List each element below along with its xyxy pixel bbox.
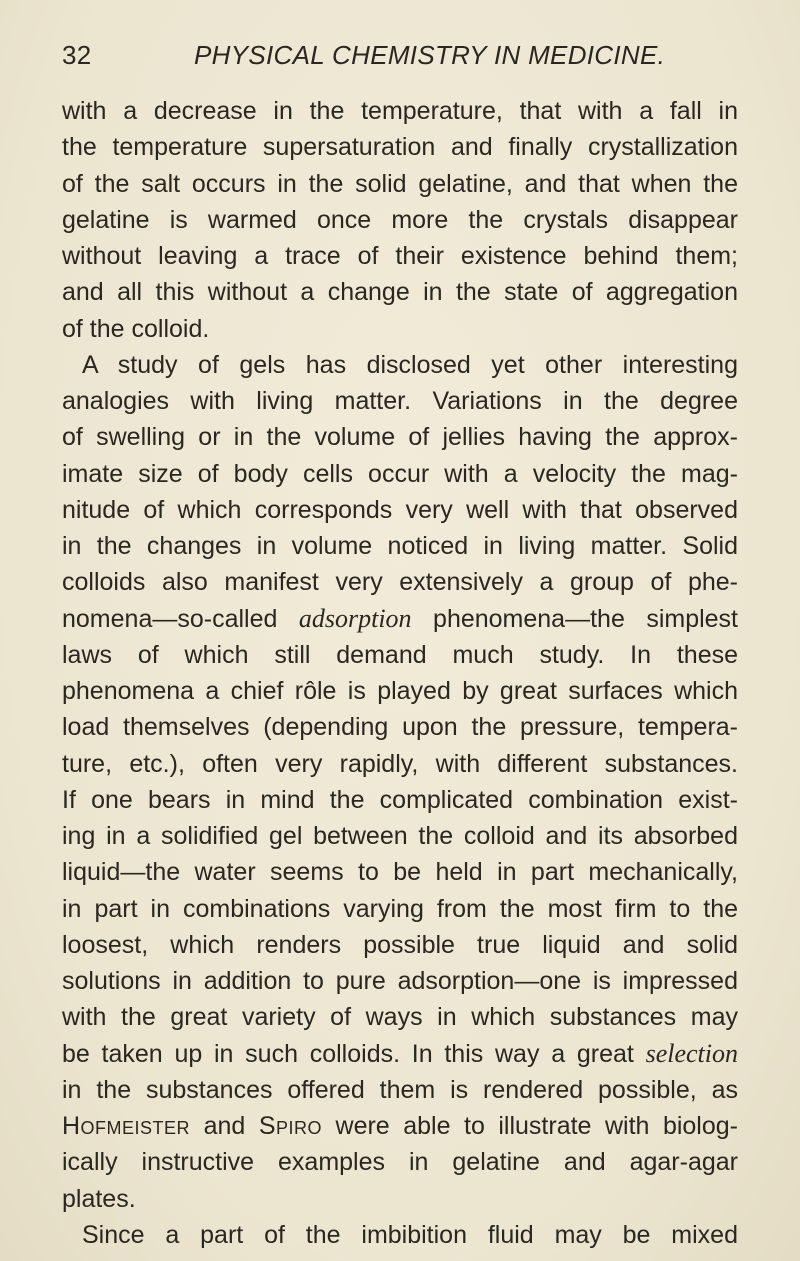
text-line: loosest, which renders possible true liquid and solid <box>62 930 738 959</box>
text-line: solutions in addition to pure adsorption—one is impressed <box>62 967 738 995</box>
text-line: with a decrease in the temperature, that with a fall in <box>62 97 738 125</box>
text-line: imate size of body cells occur with a velocity the mag- <box>62 459 738 488</box>
text-line: in the changes in volume noticed in living matter. Solid <box>62 532 738 560</box>
text-line: gelatine is warmed once more the crystals disappear <box>62 205 738 234</box>
text-line: colloids also manifest very extensively a group of phe- <box>62 568 738 597</box>
line-segment: were able to illustrate with biolog- <box>322 1112 738 1140</box>
italic-term: adsorption <box>298 603 412 633</box>
text-line: in the substances offered them is rendered possible, as <box>62 1075 738 1104</box>
text-line: phenomena a chief rôle is played by great surfaces which <box>62 677 738 705</box>
text-line: of the salt occurs in the solid gelatine, and that when the <box>62 169 738 198</box>
italic-term: selection <box>645 1038 738 1068</box>
text-line: in part in combinations varying from the most firm to the <box>62 894 738 923</box>
text-line: the temperature supersaturation and finally crystallization <box>62 133 738 162</box>
page-header <box>62 40 742 80</box>
author-name: Spiro <box>258 1112 322 1140</box>
line-segment: phenomena—the simplest <box>411 604 738 633</box>
text-line: ture, etc.), often very rapidly, with different substances. <box>62 749 738 778</box>
text-line: without leaving a trace of their existence behind them; <box>62 242 738 270</box>
running-head: PHYSICAL CHEMISTRY IN MEDICINE. <box>194 40 666 70</box>
page-number: 32 <box>62 40 92 70</box>
text-line: load themselves (depending upon the pressure, tempera- <box>62 713 738 742</box>
text-line: laws of which still demand much study. In these <box>62 640 738 669</box>
line-segment: nomena—so-called <box>62 604 299 633</box>
text-line: with the great variety of ways in which substances may <box>62 1003 738 1032</box>
line-segment: be taken up in such colloids. In this way a great <box>62 1039 634 1068</box>
text-line: plates. <box>62 1184 136 1213</box>
text-line: nitude of which corresponds very well with that observed <box>62 495 738 524</box>
text-line <box>62 1036 738 1072</box>
text-line: analogies with living matter. Variations in the degree <box>62 387 738 415</box>
body-text <box>62 93 738 1253</box>
text-line: liquid—the water seems to be held in part mechanically, <box>62 858 738 887</box>
text-line: ing in a solidified gel between the colloid and its absorbed <box>62 822 738 850</box>
text-line <box>62 1108 738 1144</box>
line-segment: and <box>190 1112 259 1140</box>
text-line: If one bears in mind the complicated combination exist- <box>62 785 738 814</box>
text-line <box>62 601 738 637</box>
text-line: of the colloid. <box>62 314 210 343</box>
text-line: Since a part of the imbibition fluid may be mixed <box>82 1220 738 1249</box>
text-line: ically instructive examples in gelatine and agar-agar <box>62 1148 738 1177</box>
author-name: Hofmeister <box>62 1112 191 1140</box>
text-line: and all this without a change in the state of aggregation <box>62 278 738 307</box>
text-line: A study of gels has disclosed yet other interesting <box>82 350 738 379</box>
text-line: of swelling or in the volume of jellies having the approx- <box>62 423 738 452</box>
